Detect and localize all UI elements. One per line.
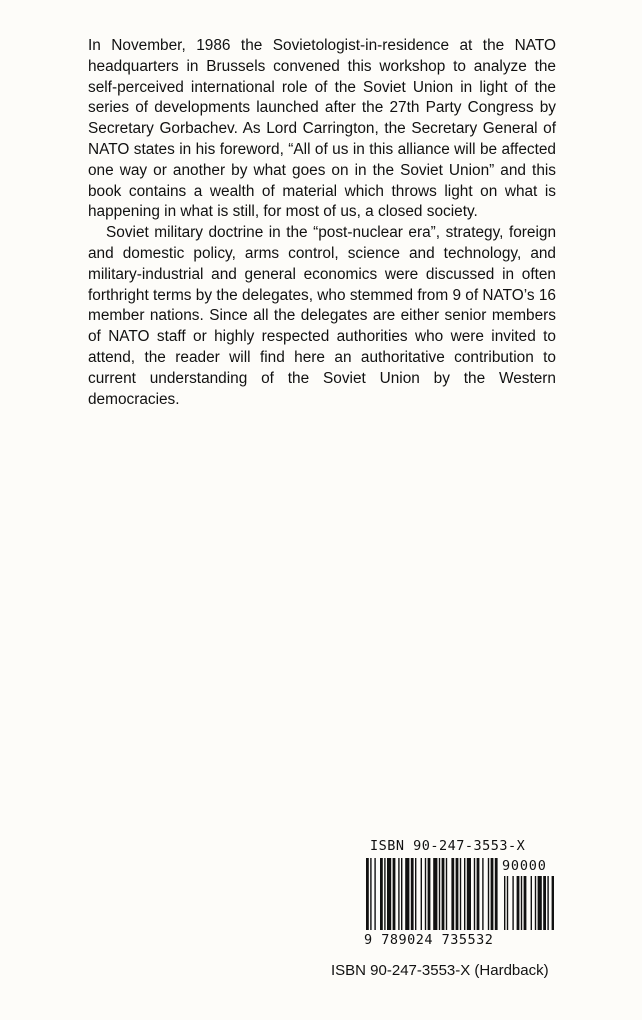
- barcode-bar: [491, 858, 494, 930]
- addon-bar: [552, 876, 554, 930]
- back-cover-blurb: [88, 36, 556, 410]
- barcode-bar: [446, 858, 447, 930]
- addon-bar: [543, 876, 546, 930]
- barcode-price-code: 90000: [502, 858, 547, 874]
- barcode-bar: [366, 858, 369, 930]
- barcode-bar: [405, 858, 409, 930]
- barcode-bar: [421, 858, 422, 930]
- barcode-bar: [460, 858, 461, 930]
- barcode-bar: [415, 858, 416, 930]
- barcode-bar: [425, 858, 426, 930]
- barcode-bar: [433, 858, 437, 930]
- barcode-ean-number: 9 789024 735532: [364, 932, 494, 948]
- addon-bar: [535, 876, 536, 930]
- blurb-paragraph-2: Soviet military doctrine in the “post-nuclear era”, strategy, foreign and domestic policy, arms control, science and technology, and military-industrial and general economics were discussed in often forthright terms by the delegates, who stemmed from 9 of NATO’s 16 member nations. Since all the delegates are either senior members of NATO staff or highly respected authorities who were invited to attend, the reader will find here an authoritative contribution to current understanding of the Soviet Union by the Western democracies.: [88, 224, 556, 408]
- addon-bar: [521, 876, 522, 930]
- addon-bar: [531, 876, 532, 930]
- addon-bar: [504, 876, 505, 930]
- barcode-isbn-label: ISBN 90-247-3553-X: [370, 838, 526, 854]
- barcode-bar: [387, 858, 391, 930]
- barcode-bar: [474, 858, 475, 930]
- barcode-bar: [374, 858, 375, 930]
- addon-bar: [538, 876, 542, 930]
- barcode-bar: [477, 858, 480, 930]
- isbn-hardback-line: ISBN 90-247-3553-X (Hardback): [331, 962, 549, 979]
- addon-bar: [547, 876, 548, 930]
- barcode-bar: [393, 858, 396, 930]
- barcode-bar: [495, 858, 498, 930]
- barcode-bar: [370, 858, 371, 930]
- barcode-bar: [467, 858, 471, 930]
- isbn-barcode: [362, 838, 562, 968]
- addon-bar: [507, 876, 508, 930]
- barcode-bar: [464, 858, 465, 930]
- barcode-bar: [439, 858, 440, 930]
- barcode-bar: [384, 858, 385, 930]
- addon-bar: [512, 876, 513, 930]
- barcode-bar: [488, 858, 489, 930]
- blurb-paragraph-1: In November, 1986 the Sovietologist-in-residence at the NATO headquarters in Brussels convened this workshop to analyze the self-perceived international role of the Soviet Union in light of the series of developments launched after the 27th Party Congress by Secretary Gorbachev. As Lord Carrington, the Secretary General of NATO states in his foreword, “All of us in this alliance will be affected one way or another by what goes on in the Soviet Union” and this book contains a wealth of material which throws light on what is happening in what is still, for most of us, a closed society.: [88, 37, 556, 221]
- barcode-bar: [456, 858, 459, 930]
- addon-bar: [517, 876, 520, 930]
- barcode-bar: [451, 858, 454, 930]
- barcode-bar: [442, 858, 445, 930]
- barcode-bar: [411, 858, 414, 930]
- barcode-bar: [398, 858, 399, 930]
- barcode-bar: [401, 858, 402, 930]
- barcode-bar: [482, 858, 483, 930]
- barcode-bar: [380, 858, 383, 930]
- addon-bar: [524, 876, 527, 930]
- barcode-bar: [428, 858, 431, 930]
